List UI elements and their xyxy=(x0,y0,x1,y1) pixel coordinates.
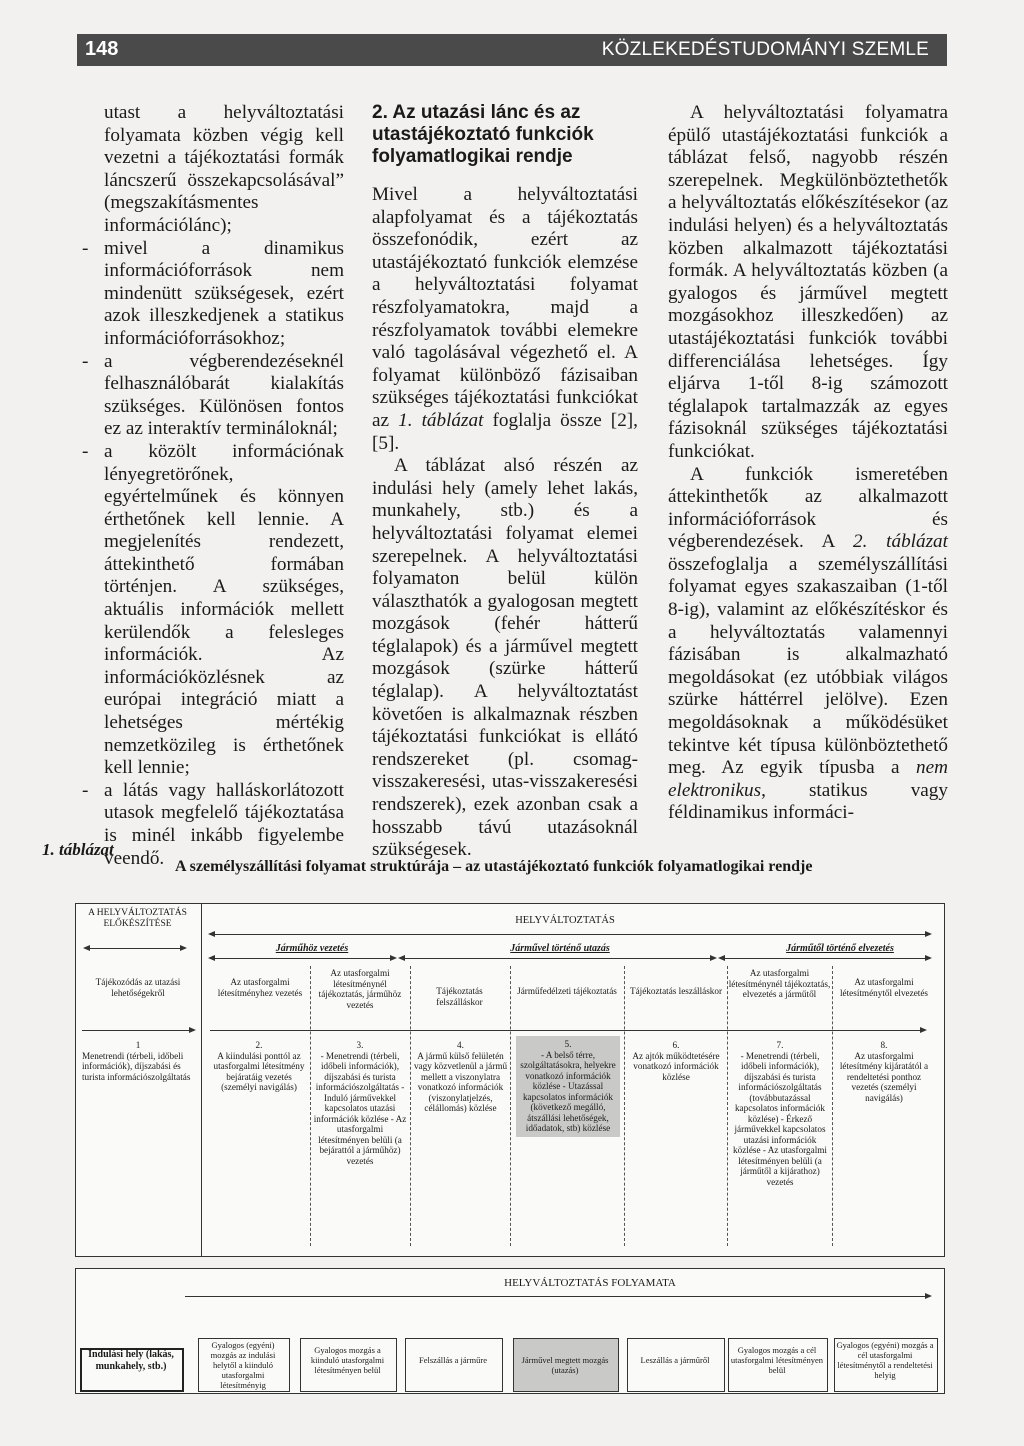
by-vehicle-arrow xyxy=(400,958,715,959)
function-box: 7. - Menetrendi (térbeli, időbeli információk), díjszabási és turista információszolgáltatás (továbbutazással kapcsolatos információk közlése) - Érkező járművekkel kapcsolatos utazási információk közlése - Az utasforgalmi létesítményen belüli (a járműtől a kijárathoz) vezetés xyxy=(733,1040,827,1187)
phase-1: Az utasforgalmi létesítményhez vezetés xyxy=(217,977,303,998)
to-vehicle-arrow xyxy=(210,958,395,959)
column-2 xyxy=(372,102,638,862)
process-step-label: Gyalogos (egyéni) mozgás a cél utasforgalmi létesítménytől a rendeltetési helyig xyxy=(836,1340,934,1380)
to-vehicle-label: Járműhöz vezetés xyxy=(275,943,349,954)
process-step-label: Leszállás a járműről xyxy=(640,1355,710,1365)
prep-arrow xyxy=(85,948,185,949)
column-1 xyxy=(82,102,344,870)
process-arrow xyxy=(185,1296,930,1297)
section-heading: 2. Az utazási lánc és az utastájékoztató funkciók folyamatlogikai rendje xyxy=(372,102,594,167)
by-vehicle-label: Járművel történő utazás xyxy=(510,943,610,954)
col3-paragraph-1: A helyváltoztatási folyamatra épülő utastájékoztatási funkciók a táblázat felső, nagyobb részén szerepelnek. Megkülönböztethetők a helyváltoztatás előkészítésekor (az indulási helyen) és a helyváltoztatás közben alkalmazott tájékoztatási formák. A helyváltoztatás közben (a gyalogos és járművel megtett mozgásokhoz illeszkedően) az utastájékoztatási funkciók további differenciálása lehetséges. Így eljárva 1-től 8-ig számozott téglalapok tartalmazzák az egyes fázisoknál szükséges tájékoztatási funkciókat. xyxy=(668,102,948,462)
travel-arrow xyxy=(210,934,930,935)
divider xyxy=(624,966,625,1246)
divider xyxy=(832,966,833,1246)
function-box: 3. - Menetrendi (térbeli, időbeli információk), díjszabási és turista információszolgáltatás - Induló járművekkel kapcsolatos utazási információk közlése - Az utasforgalmi létesítményen belüli (a bejárattól a járműhöz) vezetés xyxy=(313,1040,407,1166)
process-step-label: Felszállás a járműre xyxy=(419,1355,487,1365)
table-title: A személyszállítási folyamat struktúrája – az utastájékoztató funkciók folyamatlogikai rendje xyxy=(175,858,813,875)
prep-header: A HELYVÁLTOZTATÁS ELŐKÉSZÍTÉSE xyxy=(88,908,187,929)
function-box-highlighted: 5. - A belső térre, szolgáltatásokra, helyekre vonatkozó információk közlése - Utazással kapcsolatos információk (következő megálló, átszállási lehetőségek, időadatok, stb) közlése xyxy=(516,1036,620,1137)
row-arrow xyxy=(210,1030,925,1031)
phase-0: Tájékozódás az utazási lehetőségekről xyxy=(95,977,181,998)
origin-label: Indulási hely (lakás, munkahely, stb.) xyxy=(88,1349,174,1372)
col1-bullet-list xyxy=(82,238,344,871)
travel-header: HELYVÁLTOZTATÁS xyxy=(515,915,615,926)
function-box: 8. Az utasforgalmi létesítmény kijáratától a rendeltetési ponthoz vezetés (személyi navigálás) xyxy=(839,1040,929,1103)
phase-4: Járműfedélzeti tájékoztatás xyxy=(517,986,617,996)
function-box: 2. A kiindulási ponttól az utasforgalmi létesítmény bejáratáig vezetés (személyi navigálás) xyxy=(213,1040,305,1092)
function-box: 1 Menetrendi (térbeli, időbeli információk), díjszabási és turista információszolgáltatás xyxy=(82,1040,191,1082)
divider xyxy=(410,966,411,1246)
from-vehicle-label: Járműtől történő elvezetés xyxy=(786,943,894,954)
process-step-label: Gyalogos (egyéni) mozgás az indulási helytől a kiinduló utasforgalmi létesítményig xyxy=(210,1340,276,1390)
col2-paragraph-2: A táblázat alsó részén az indulási hely (amely lehet lakás, munkahely, stb.) és a helyváltoztatási folyamat elemei szerepelnek. A helyváltoztatási folyamaton belül külön választhatók a gyalogosan megtett mozgások (fehér hátterű téglalapok) és a járművel megtett mozgások (szürke hátterű téglalap). A helyváltoztatást követően is alkalmaznak részben tájékoztatási funkciókat is ellátó rendszereket (pl. csomag-visszakeresési, utas-visszakeresési rendszerek), ezek azonban csak a hosszabb távú utazásoknál szükségesek. xyxy=(372,455,638,861)
process-step xyxy=(627,1338,725,1392)
phase-3: Tájékoztatás felszálláskor xyxy=(436,986,483,1007)
phase-6: Az utasforgalmi létesítménynél tájékoztatás, elvezetés a járműtől xyxy=(728,968,831,999)
list-item: - a végberendezéseknél felhasználóbarát kialakítás szükséges. Különösen fontos ez az interaktív terminálоknál; xyxy=(82,350,344,440)
table-caption: 1. táblázat xyxy=(42,840,114,859)
list-item: - a közölt információnak lényegretörőnek, egyértelműnek és könnyen érthetőnek kell lennie. A megjelenítés rendezett, áttekinthető formában történjen. A szükséges, aktuális információk mellett kerülendők a felesleges információk. Az információközlésnek az európai integráció miatt a lehetséges mértékig nemzetközileg is érthetőnek kell lennie; xyxy=(82,440,344,779)
row-arrow xyxy=(82,1030,194,1031)
list-item: - a látás vagy halláskorlátozott utasok megfelelő tájékoztatása is minél inkább figyelembe veendő. xyxy=(82,779,344,869)
process-step-label: Járművel megtett mozgás (utazás) xyxy=(521,1355,609,1375)
function-box: 4. A jármű külső felületén vagy közvetlenül a jármű mellett a viszonylatra vonatkozó információk (viszonylatjelzés, célállomás) közlése xyxy=(413,1040,508,1113)
phase-5: Tájékoztatás leszálláskor xyxy=(629,986,723,996)
col1-intro: utast a helyváltoztatási folyamata közben végig kell vezetni a tájékoztatási formák láncszerű összekapcsolásával” (megszakításmentes információlánc); xyxy=(104,102,344,236)
phase-2: Az utasforgalmi létesítménynél tájékoztatás, járműhöz vezetés xyxy=(318,968,402,1010)
list-item: - mivel a dinamikus információforrások nem mindenütt szükségesek, ezért azok illeszkedjenek a statikus információforrásokhoz; xyxy=(82,237,344,349)
page-number: 148 xyxy=(85,38,119,60)
from-vehicle-arrow xyxy=(720,958,930,959)
process-step-label: Gyalogos mozgás a cél utasforgalmi létesítményen belül xyxy=(730,1345,824,1375)
process-header: HELYVÁLTOZTATÁS FOLYAMATA xyxy=(504,1277,676,1289)
page-header xyxy=(77,34,947,66)
col2-paragraph-1: Mivel a helyváltoztatási alapfolyamat és a tájékoztatás összefonódik, ezért az utastájékoztató funkciók elemzése a helyváltoztatási folyamat részfolyamatokra, majd a részfolyamatok további elemekre való tagolásával végezhető el. A folyamat különböző fázisaiban szükséges tájékoztatási funkciókat az 1. táblázat foglalja össze [2], [5]. xyxy=(372,184,638,454)
process-step xyxy=(405,1338,503,1392)
journal-title: KÖZLEKEDÉSTUDOMÁNYI SZEMLE xyxy=(601,39,929,60)
col3-paragraph-2: A funkciók ismeretében áttekinthetők az alkalmazott információforrások és végberendezések. A 2. táblázat összefoglalja a személyszállítási folyamat egyes szakaszaiban (1-től 8-ig), valamint az előkészítéskor és a helyváltoztatás valamennyi fázisában is alkalmazható megoldásokat (ez utóbbiak világos szürke háttérrel jelölve). Ezen megoldásoknak a működésüket tekintve két típusa különböztethető meg. Az egyik típusba a nem elektronikus, statikus vagy féldinamikus informáci- xyxy=(668,463,948,824)
function-box: 6. Az ajtók működtetésére vonatkozó információk közlése xyxy=(632,1040,720,1082)
column-3 xyxy=(668,102,948,825)
process-step-label: Gyalogos mozgás a kiinduló utasforgalmi létesítményen belül xyxy=(310,1345,385,1375)
phase-7: Az utasforgalmi létesítménytől elvezetés xyxy=(839,977,928,998)
divider xyxy=(310,966,311,1246)
divider xyxy=(727,966,728,1246)
divider xyxy=(510,966,511,1246)
